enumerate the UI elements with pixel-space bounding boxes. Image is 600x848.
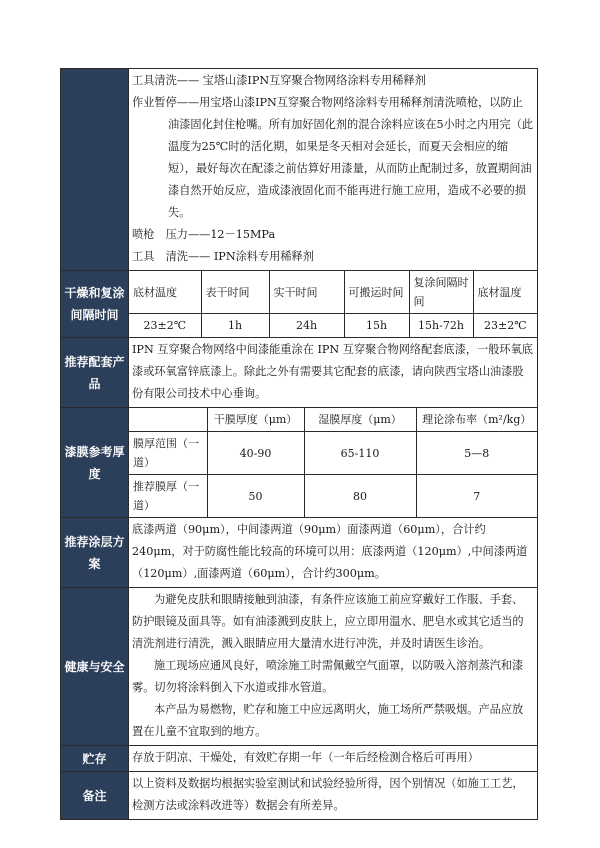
scheme-content <box>129 518 538 588</box>
film-content <box>129 408 538 518</box>
spray-gun-line: 喷枪 压力——12－15MPa <box>132 228 276 241</box>
health-paragraph: 本产品为易燃物，贮存和施工中应远离明火，施工场所严禁吸烟。产品应放置在儿童不宜取到的地方。 <box>132 703 524 738</box>
drying-content <box>129 271 538 338</box>
film-value: 65-110 <box>304 432 416 475</box>
recommended-text: IPN 互穿聚合物网络中间漆能重涂在 IPN 互穿聚合物网络配套底漆，一般环氧底漆或环氧富锌底漆上。除此之外有需要其它配套的底漆，请向陕西宝塔山油漆股份有限公司技术中心垂询。 <box>132 343 533 400</box>
scheme-text: 底漆两道（90μm），中间漆两道（90μm）面漆两道（60μm），合计约240μm，对于防腐性能比较高的环境可以用：底漆两道（120μm）,中间漆两道（120μm）,面漆两道（60μm），合计约300μm。 <box>132 523 528 580</box>
film-data-row <box>129 475 537 518</box>
drying-table <box>129 271 537 337</box>
film-header: 湿膜厚度（μm） <box>304 408 416 432</box>
film-header <box>129 408 207 432</box>
scheme-row <box>61 518 538 588</box>
drying-header: 底材温度 <box>129 271 201 314</box>
film-row-label: 推荐膜厚（一道） <box>129 475 207 518</box>
film-header-row <box>129 408 537 432</box>
drying-value: 24h <box>269 314 344 338</box>
health-row <box>61 588 538 746</box>
drying-value: 23±2℃ <box>129 314 201 338</box>
storage-label: 贮存 <box>61 746 129 772</box>
health-paragraph: 施工现场应通风良好，喷涂施工时需佩戴空气面罩，以防吸入溶剂蒸汽和漆雾。切勿将涂料倒入下水道或排水管道。 <box>132 659 524 694</box>
film-value: 80 <box>304 475 416 518</box>
application-content <box>129 69 538 271</box>
drying-value: 23±2℃ <box>473 314 537 338</box>
drying-value: 1h <box>201 314 269 338</box>
film-label: 漆膜参考厚度 <box>61 408 129 518</box>
drying-label: 干燥和复涂间隔时间 <box>61 271 129 338</box>
stop-work-paragraph: 作业暂停——用宝塔山漆IPN互穿聚合物网络涂料专用稀释剂清洗喷枪，以防止油漆固化封住枪嘴。所有加好固化剂的混合涂料应该在5小时之内用完（此温度为25℃时的活化期，如果是冬天相对会延长，而夏天会相应的缩短），最好每次在配漆之前估算好用漆量，从而防止配制过多，放置期间油漆自然开始反应，造成漆液固化而不能再进行施工应用，造成不必要的损失。 <box>132 96 534 219</box>
application-label-cell <box>61 69 129 271</box>
recommended-row <box>61 338 538 408</box>
drying-header: 表干时间 <box>201 271 269 314</box>
datasheet <box>60 68 538 820</box>
recommended-label: 推荐配套产品 <box>61 338 129 408</box>
health-paragraph: 为避免皮肤和眼睛接触到油漆，有条件应该施工前应穿戴好工作服、手套、防护眼镜及面具等。如有油漆溅到皮肤上，应立即用温水、肥皂水或其它适当的清洗剂进行清洗，溅入眼睛应用大量清水进行冲洗，并及时请医生诊治。 <box>132 593 524 650</box>
storage-content <box>129 746 538 772</box>
film-header: 干膜厚度（μm） <box>207 408 304 432</box>
film-value: 5—8 <box>416 432 537 475</box>
health-content <box>129 588 538 746</box>
remarks-row <box>61 772 538 820</box>
drying-row <box>61 271 538 338</box>
film-row-label: 膜厚范围（一道） <box>129 432 207 475</box>
drying-header: 复涂间隔时间 <box>409 271 473 314</box>
storage-row <box>61 746 538 772</box>
film-header: 理论涂布率（m²/kg） <box>416 408 537 432</box>
drying-header-row <box>129 271 537 314</box>
film-data-row <box>129 432 537 475</box>
datasheet-table <box>60 68 538 820</box>
scheme-label: 推荐涂层方案 <box>61 518 129 588</box>
drying-header: 可搬运时间 <box>344 271 409 314</box>
tool-clean-line: 工具 清洗—— IPN涂料专用稀释剂 <box>132 250 314 263</box>
drying-value-row <box>129 314 537 338</box>
recommended-content <box>129 338 538 408</box>
drying-value: 15h <box>344 314 409 338</box>
application-row <box>61 69 538 271</box>
drying-header: 底材温度 <box>473 271 537 314</box>
remarks-content <box>129 772 538 820</box>
film-value: 7 <box>416 475 537 518</box>
film-table <box>129 408 537 517</box>
tool-cleaning-line: 工具清洗—— 宝塔山漆IPN互穿聚合物网络涂料专用稀释剂 <box>132 74 426 87</box>
remarks-label: 备注 <box>61 772 129 820</box>
drying-header: 实干时间 <box>269 271 344 314</box>
storage-text: 存放于阴凉、干燥处，有效贮存期一年（一年后经检测合格后可再用） <box>132 751 479 764</box>
film-value: 50 <box>207 475 304 518</box>
health-label: 健康与安全 <box>61 588 129 746</box>
film-value: 40-90 <box>207 432 304 475</box>
drying-value: 15h-72h <box>409 314 473 338</box>
film-row <box>61 408 538 518</box>
remarks-text: 以上资料及数据均根据实验室测试和试验经验所得，因个别情况（如施工工艺，检测方法或涂料改进等）数据会有所差异。 <box>132 777 524 812</box>
